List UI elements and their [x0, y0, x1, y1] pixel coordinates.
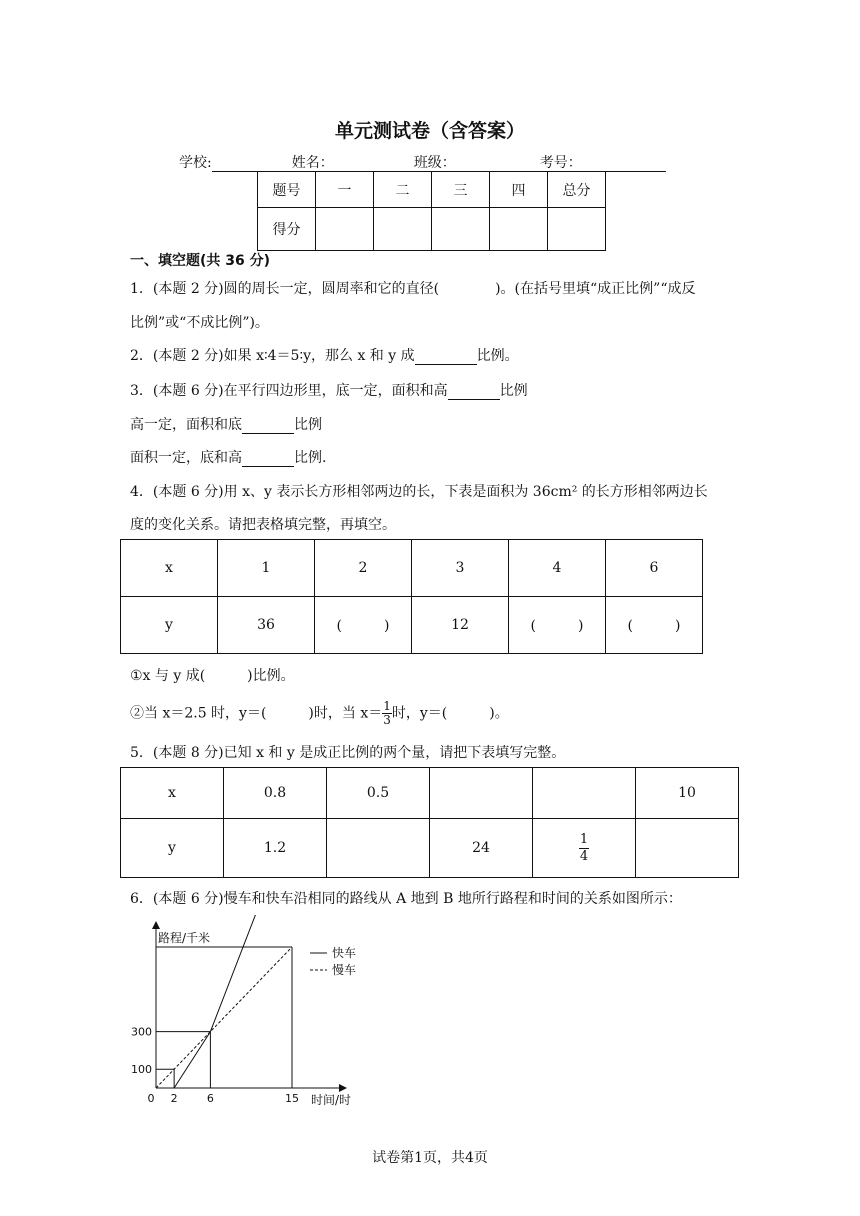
series-line-1 [156, 947, 292, 1088]
legend-label: 快车 [332, 946, 357, 960]
name-label: 姓名： [291, 155, 334, 171]
y-tick-label: 300 [131, 1025, 152, 1039]
q3-text-after: 比例 [294, 417, 322, 433]
table-cell [533, 819, 636, 878]
class-blank[interactable] [456, 157, 540, 172]
table-cell: 2 [315, 540, 412, 597]
question-4-line1: 4．(本题 6 分)用 x、y 表示长方形相邻两边的长，下表是面积为 36cm² 的长方形相邻两边长 [130, 484, 708, 500]
fraction-numerator: 1 [579, 831, 589, 847]
fraction-denominator: 4 [579, 848, 589, 864]
q3-blank-2[interactable] [242, 420, 294, 434]
fraction [579, 832, 589, 865]
question-4-sub1: ①x 与 y 成( )比例。 [130, 668, 295, 684]
q2-blank[interactable] [415, 351, 477, 365]
section-heading: 一、填空题(共 36 分) [130, 253, 271, 269]
question-1-line1: 1．(本题 2 分)圆的周长一定，圆周率和它的直径( )。(在括号里填“成正比例”“成反 [130, 281, 696, 297]
table-cell: x [121, 540, 218, 597]
x-tick-label: 2 [170, 1092, 178, 1105]
chart-legend [310, 945, 356, 977]
q3-text: 3．(本题 6 分)在平行四边形里，底一定，面积和高 [130, 383, 448, 399]
table-cell: 3 [412, 540, 509, 597]
distance-time-chart [125, 915, 365, 1110]
x-tick-label: 15 [285, 1092, 299, 1105]
question-3-line2 [130, 414, 322, 434]
table-cell: 36 [218, 597, 315, 654]
fraction-numerator: 1 [383, 699, 391, 713]
school-blank[interactable] [212, 157, 292, 172]
q3-text: 面积一定，底和高 [130, 450, 242, 466]
q3-blank-3[interactable] [242, 453, 294, 467]
table-cell: 0.5 [327, 768, 430, 819]
q3-blank-1[interactable] [448, 386, 500, 400]
school-label: 学校: [179, 155, 212, 171]
page-title: 单元测试卷（含答案） [334, 120, 525, 142]
y-axis-label: 路程/千米 [158, 931, 211, 945]
score-header: 总分 [548, 172, 606, 208]
q5-table [120, 767, 739, 878]
table-cell: 1 [218, 540, 315, 597]
x-axis-label: 时间/时 [311, 1093, 352, 1107]
q2-text-after: 比例。 [476, 348, 519, 364]
score-header: 题号 [258, 172, 316, 208]
student-info [179, 152, 666, 172]
answer-cell[interactable] [430, 768, 533, 819]
x-tick-label: 0 [147, 1092, 155, 1105]
question-4-sub2 [130, 700, 509, 727]
question-3-line3 [130, 447, 326, 467]
class-label: 班级： [413, 155, 456, 171]
answer-cell[interactable] [533, 768, 636, 819]
number-blank[interactable] [582, 157, 666, 172]
table-cell: 10 [636, 768, 739, 819]
q2-text: 2．(本题 2 分)如果 x∶4＝5∶y，那么 x 和 y 成 [130, 348, 415, 364]
answer-cell[interactable]: ( ) [606, 597, 703, 654]
score-header: 四 [490, 172, 548, 208]
score-header: 一 [316, 172, 374, 208]
table-cell: 24 [430, 819, 533, 878]
question-1-line2: 比例”或“不成比例”)。 [130, 315, 269, 331]
answer-cell[interactable]: ( ) [509, 597, 606, 654]
table-cell: x [121, 768, 224, 819]
table-cell: 1.2 [224, 819, 327, 878]
score-header: 三 [432, 172, 490, 208]
table-cell: 0.8 [224, 768, 327, 819]
table-cell: y [121, 819, 224, 878]
name-blank[interactable] [334, 157, 414, 172]
score-row-label: 得分 [258, 208, 316, 251]
q4-sub2-text: ②当 x＝2.5 时，y＝( )时，当 x＝ [130, 705, 383, 722]
answer-cell[interactable] [327, 819, 430, 878]
score-header: 二 [374, 172, 432, 208]
score-cell[interactable] [548, 208, 606, 251]
q4-sub2-text-after: 时，y＝( )。 [391, 705, 509, 722]
table-cell: 12 [412, 597, 509, 654]
q3-text-after: 比例. [294, 450, 327, 466]
q3-text-after: 比例 [499, 383, 528, 399]
q3-text: 高一定，面积和底 [130, 417, 242, 433]
q4-table [120, 539, 703, 654]
score-cell[interactable] [316, 208, 374, 251]
question-5-line1: 5．(本题 8 分)已知 x 和 y 是成正比例的两个量，请把下表填写完整。 [130, 745, 566, 761]
score-cell[interactable] [432, 208, 490, 251]
score-cell[interactable] [490, 208, 548, 251]
score-cell[interactable] [374, 208, 432, 251]
number-label: 考号： [539, 155, 582, 171]
score-table [257, 171, 606, 251]
question-4-line2: 度的变化关系。请把表格填完整，再填空。 [130, 517, 396, 533]
question-6-line1: 6．(本题 6 分)慢车和快车沿相同的路线从 A 地到 B 地所行路程和时间的关系如图所示： [130, 891, 682, 907]
page-footer: 试卷第1页，共4页 [372, 1150, 488, 1166]
question-3-line1 [130, 380, 528, 400]
fraction-denominator: 3 [383, 713, 391, 727]
y-tick-label: 100 [131, 1063, 152, 1077]
fraction [382, 700, 392, 727]
table-cell: 6 [606, 540, 703, 597]
table-cell: 4 [509, 540, 606, 597]
question-2 [130, 345, 519, 365]
table-cell: y [121, 597, 218, 654]
answer-cell[interactable] [636, 819, 739, 878]
answer-cell[interactable]: ( ) [315, 597, 412, 654]
legend-label: 慢车 [332, 963, 357, 977]
x-tick-label: 6 [206, 1092, 214, 1105]
